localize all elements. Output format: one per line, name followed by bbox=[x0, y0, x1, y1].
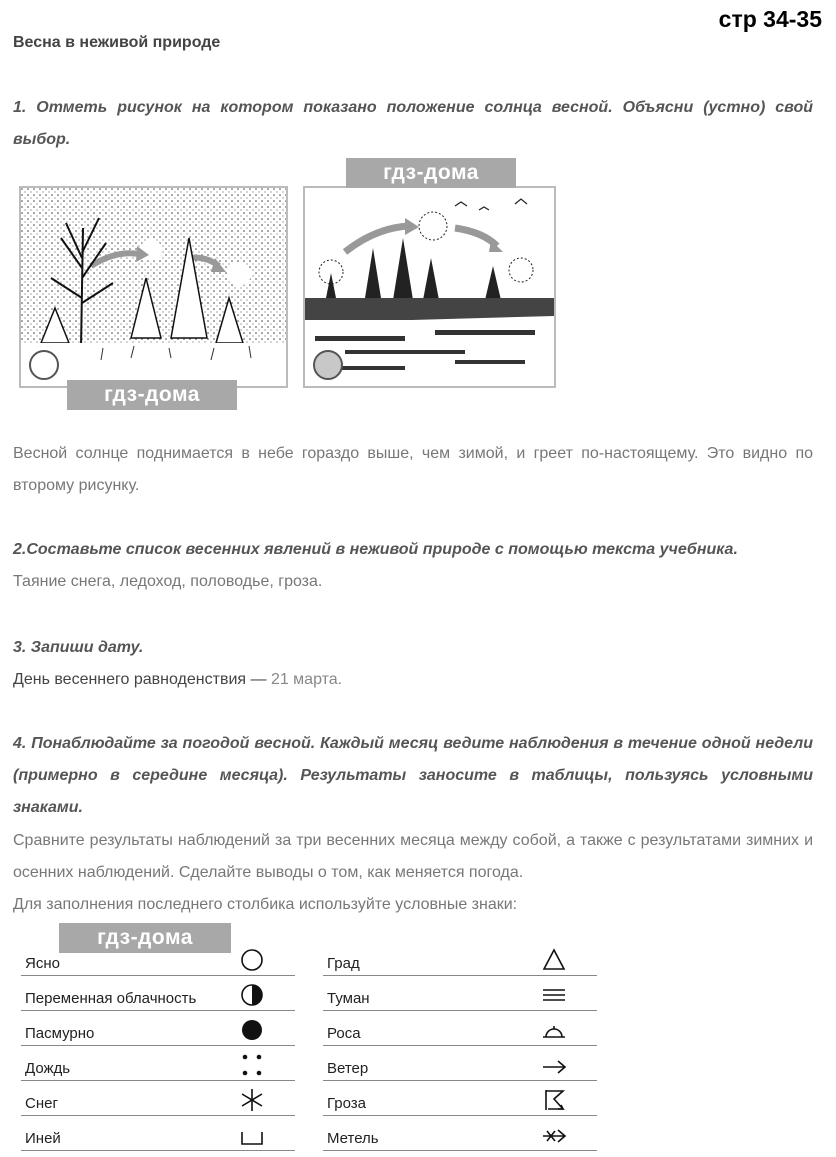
legend-row-blizzard bbox=[323, 1116, 597, 1151]
legend-right-column bbox=[323, 941, 597, 1151]
legend-label: Иней bbox=[25, 1130, 61, 1147]
legend-label: Роса bbox=[327, 1025, 361, 1042]
watermark: гдз-дома bbox=[67, 380, 237, 410]
legend-label: Снег bbox=[25, 1095, 58, 1112]
task-4-text: 4. Понаблюдайте за погодой весной. Каждый месяц ведите наблюдения в течение одной недели (примерно в середине месяца). Результаты заносите в таблицы, пользуясь условными знаками. bbox=[13, 735, 813, 816]
legend-row-rain bbox=[21, 1046, 295, 1081]
partly-cloudy-icon bbox=[239, 982, 265, 1008]
task-2-text: 2.Составьте список весенних явлений в неживой природе с помощью текста учебника. bbox=[13, 541, 738, 558]
legend-row-thunderstorm bbox=[323, 1081, 597, 1116]
watermark: гдз-дома bbox=[346, 158, 516, 188]
legend-label: Ветер bbox=[327, 1060, 369, 1077]
wind-icon bbox=[541, 1052, 567, 1078]
snow-icon bbox=[239, 1087, 265, 1113]
overcast-icon bbox=[239, 1017, 265, 1043]
winter-picture bbox=[19, 186, 288, 388]
task-4-answer-line2: Для заполнения последнего столбика используйте условные знаки: bbox=[13, 896, 518, 913]
legend-label: Туман bbox=[327, 990, 370, 1007]
answer-prefix: День весеннего равноденствия — bbox=[13, 671, 271, 688]
blizzard-icon bbox=[541, 1122, 567, 1148]
task-2-answer: Таяние снега, ледоход, половодье, гроза. bbox=[13, 573, 323, 590]
legend-row-dew bbox=[323, 1011, 597, 1046]
legend-label: Пасмурно bbox=[25, 1025, 95, 1042]
task-1-answer: Весной солнце поднимается в небе гораздо выше, чем зимой, и греет по-настоящему. Это видно по второму рисунку. bbox=[13, 445, 813, 494]
task-3-answer bbox=[13, 664, 813, 696]
legend-label: Град bbox=[327, 955, 360, 972]
legend-row-frost bbox=[21, 1116, 295, 1151]
legend-row-overcast bbox=[21, 1011, 295, 1046]
frost-icon bbox=[239, 1122, 265, 1148]
task-3-text: 3. Запиши дату. bbox=[13, 639, 144, 656]
fog-icon bbox=[541, 982, 567, 1008]
legend-label: Переменная облачность bbox=[25, 990, 197, 1007]
hail-icon bbox=[541, 947, 567, 973]
choice-circle-winter[interactable] bbox=[29, 350, 59, 380]
choice-circle-spring-selected[interactable] bbox=[313, 350, 343, 380]
answer-date: 21 марта. bbox=[270, 671, 343, 688]
task-4-answer-line1: Сравните результаты наблюдений за три весенних месяца между собой, а также с результатами зимних и осенних наблюдений. Сделайте выводы о том, как меняется погода. bbox=[13, 832, 813, 881]
legend-label: Дождь bbox=[25, 1060, 71, 1077]
task-4-answer bbox=[13, 825, 813, 921]
page-heading: Весна в неживой природе bbox=[13, 34, 221, 51]
watermark: гдз-дома bbox=[59, 923, 231, 953]
legend-left-column bbox=[21, 941, 295, 1151]
dew-icon bbox=[541, 1017, 567, 1043]
clear-icon bbox=[239, 947, 265, 973]
thunderstorm-icon bbox=[541, 1087, 567, 1113]
rain-icon bbox=[239, 1052, 265, 1078]
legend-row-snow bbox=[21, 1081, 295, 1116]
legend-label: Ясно bbox=[25, 955, 60, 972]
legend-row-partly-cloudy bbox=[21, 976, 295, 1011]
page-number: стр 34-35 bbox=[718, 6, 822, 32]
legend-row-wind bbox=[323, 1046, 597, 1081]
task-1-text: 1. Отметь рисунок на котором показано положение солнца весной. Объясни (устно) свой выбор. bbox=[13, 99, 813, 148]
legend-row-hail bbox=[323, 941, 597, 976]
legend-label: Гроза bbox=[327, 1095, 367, 1112]
legend-row-fog bbox=[323, 976, 597, 1011]
legend-label: Метель bbox=[327, 1130, 379, 1147]
